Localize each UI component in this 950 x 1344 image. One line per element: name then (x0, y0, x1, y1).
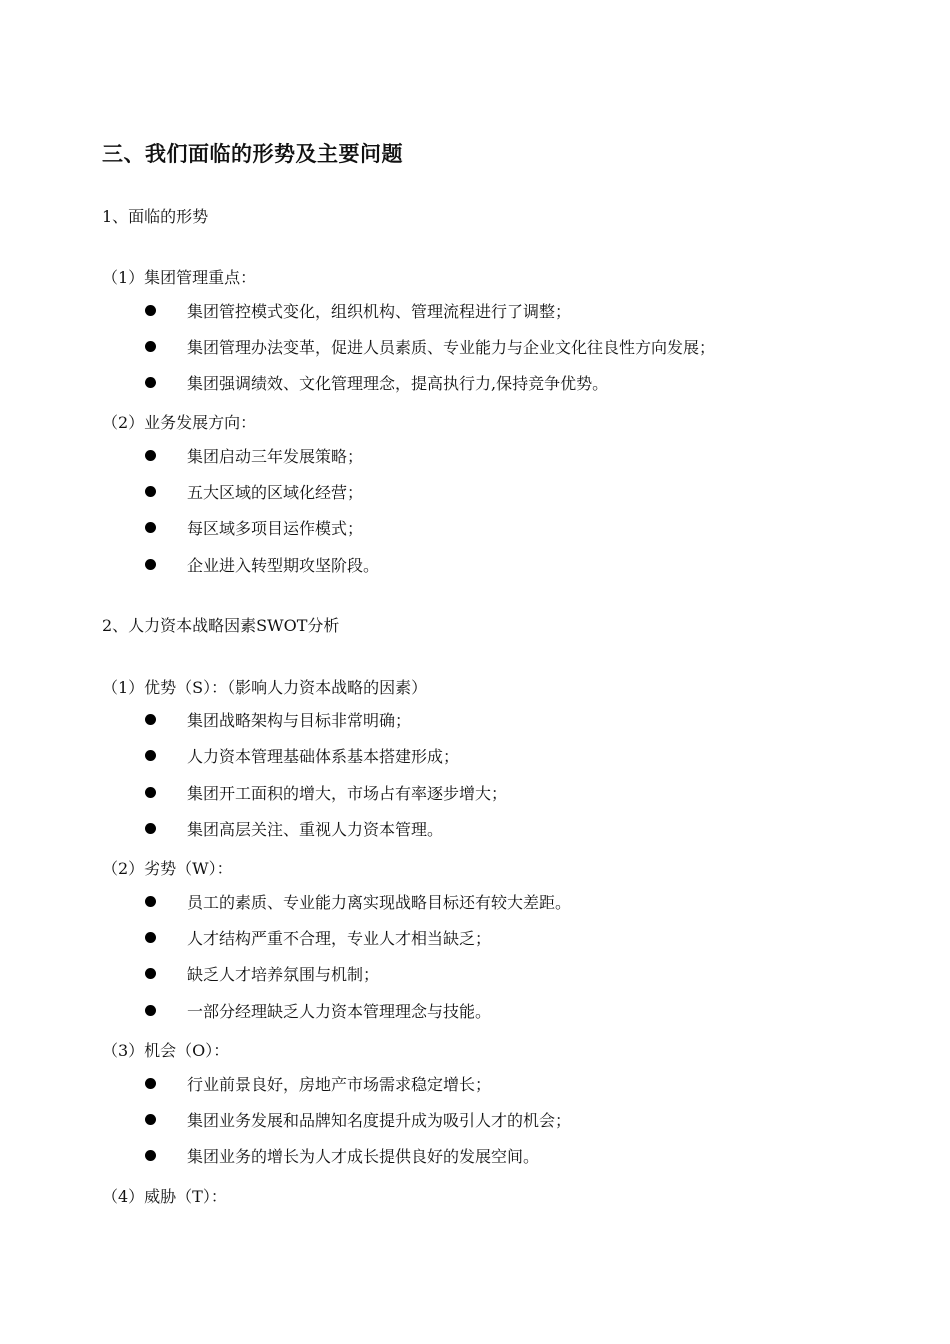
list-item-text: 集团业务发展和品牌知名度提升成为吸引人才的机会； (187, 1110, 572, 1130)
list-item-text: 员工的素质、专业能力离实现战略目标还有较大差距。 (187, 892, 572, 912)
list-item (145, 515, 363, 539)
list-item (145, 889, 571, 913)
bullet-icon (145, 823, 156, 834)
bullet-icon (145, 750, 156, 761)
list-item-text: 集团开工面积的增大，市场占有率逐步增大； (187, 783, 508, 803)
list-item (145, 1107, 571, 1131)
list-item (145, 443, 363, 467)
bullet-icon (145, 1078, 156, 1089)
bullet-icon (145, 968, 156, 979)
list-item-text: 集团启动三年发展策略； (187, 446, 364, 466)
bullet-icon (145, 341, 156, 352)
list-item-text: 集团强调绩效、文化管理理念，提高执行力,保持竞争优势。 (187, 373, 609, 393)
list-item (145, 743, 459, 767)
list-item-text: 每区域多项目运作模式； (187, 518, 364, 538)
group-label-weaknesses: （2）劣势（W）： (102, 859, 233, 878)
list-item (145, 334, 715, 358)
list-item-text: 企业进入转型期攻坚阶段。 (187, 555, 380, 575)
group-label-opportunities: （3）机会（O）： (102, 1041, 230, 1060)
bullet-icon (145, 486, 156, 497)
bullet-icon (145, 896, 156, 907)
group-label-strengths: （1）优势（S）：（影响人力资本战略的因素） (102, 678, 428, 697)
list-item-text: 集团管控模式变化，组织机构、管理流程进行了调整； (187, 301, 572, 321)
group-label-management-focus: （1）集团管理重点： (102, 268, 257, 287)
bullet-icon (145, 1150, 156, 1161)
list-item (145, 1071, 491, 1095)
group-label-business-direction: （2）业务发展方向： (102, 413, 257, 432)
section-heading-2: 2、人力资本战略因素SWOT分析 (102, 616, 340, 635)
bullet-icon (145, 522, 156, 533)
bullet-icon (145, 1114, 156, 1125)
bullet-icon (145, 450, 156, 461)
list-item (145, 707, 411, 731)
bullet-icon (145, 1005, 156, 1016)
bullet-icon (145, 559, 156, 570)
list-item-text: 集团高层关注、重视人力资本管理。 (187, 819, 444, 839)
list-item (145, 816, 443, 840)
list-item-text: 人力资本管理基础体系基本搭建形成； (187, 746, 460, 766)
page-title: 三、我们面临的形势及主要问题 (102, 142, 403, 166)
list-item-text: 集团业务的增长为人才成长提供良好的发展空间。 (187, 1146, 540, 1166)
list-item-text: 一部分经理缺乏人力资本管理理念与技能。 (187, 1001, 492, 1021)
list-item-text: 人才结构严重不合理，专业人才相当缺乏； (187, 928, 492, 948)
list-item (145, 479, 363, 503)
list-item-text: 行业前景良好，房地产市场需求稳定增长； (187, 1074, 492, 1094)
bullet-icon (145, 714, 156, 725)
list-item-text: 缺乏人才培养氛围与机制； (187, 964, 380, 984)
list-item-text: 五大区域的区域化经营； (187, 482, 364, 502)
list-item (145, 552, 379, 576)
bullet-icon (145, 932, 156, 943)
list-item (145, 961, 379, 985)
group-label-threats: （4）威胁（T）： (102, 1187, 227, 1206)
bullet-icon (145, 787, 156, 798)
list-item (145, 925, 491, 949)
section-heading-1: 1、面临的形势 (102, 207, 209, 226)
list-item (145, 780, 507, 804)
list-item (145, 998, 491, 1022)
list-item (145, 298, 571, 322)
list-item-text: 集团管理办法变革，促进人员素质、专业能力与企业文化往良性方向发展； (187, 337, 716, 357)
bullet-icon (145, 377, 156, 388)
bullet-icon (145, 305, 156, 316)
list-item (145, 370, 608, 394)
list-item (145, 1143, 539, 1167)
list-item-text: 集团战略架构与目标非常明确； (187, 710, 412, 730)
